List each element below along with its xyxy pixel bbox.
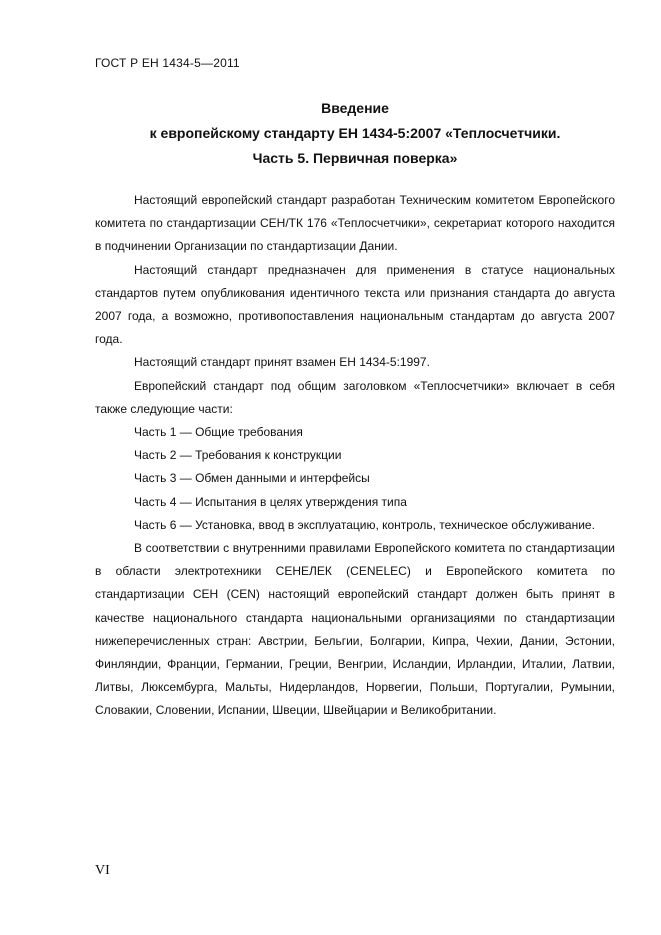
- paragraph-committee: Настоящий европейский стандарт разработан Техническим комитетом Европейского комитета по стандартизации СЕН/ТК 176 «Теплосчетчики», секретариат которого находится в подчинении Организации по стандартизации Дании.: [95, 193, 615, 254]
- paragraph-replaces: Настоящий стандарт принят взамен ЕН 1434-5:1997.: [134, 355, 430, 370]
- paragraph-parts-intro: Европейский стандарт под общим заголовком «Теплосчетчики» включает в себя также следующие части:: [95, 378, 615, 416]
- paragraph-application: Настоящий стандарт предназначен для применения в статусе национальных стандартов путем опубликования идентичного текста или признания стандарта до августа 2007 года, а возможно, противопоставления национальным стандартам до августа 2007 года.: [95, 262, 615, 347]
- title-line-2: к европейскому стандарту ЕН 1434-5:2007 «Теплосчетчики.: [149, 125, 561, 141]
- introduction-title: [95, 96, 615, 171]
- page-number: VI: [95, 863, 110, 878]
- list-item-part-4: Часть 4 — Испытания в целях утверждения типа: [134, 494, 407, 509]
- paragraph-countries: В соответствии с внутренними правилами Европейского комитета по стандартизации в области электротехники СЕНЕЛЕК (CENELEC) и Европейского комитета по стандартизации СЕН (CEN) настоящий европейский стандарт должен быть принят в качестве национального стандарта национальными организациями по стандартизации нижеперечисленных стран: Австрии, Бельгии, Болгарии, Кипра, Чехии, Дании, Эстонии, Финляндии, Франции, Германии, Греции, Венгрии, Исландии, Ирландии, Италии, Латвии, Литвы, Люксембурга, Мальты, Нидерландов, Норвегии, Польши, Португалии, Румынии, Словакии, Словении, Испании, Швеции, Швейцарии и Великобритании.: [95, 541, 615, 718]
- list-item-part-1: Часть 1 — Общие требования: [134, 425, 303, 440]
- list-item-part-6: Часть 6 — Установка, ввод в эксплуатацию, контроль, техническое обслуживание.: [134, 517, 595, 532]
- body-text: [95, 189, 615, 723]
- title-line-1: Введение: [321, 100, 389, 116]
- list-item-part-2: Часть 2 — Требования к конструкции: [134, 448, 342, 463]
- document-code-header: ГОСТ Р ЕН 1434-5—2011: [95, 56, 240, 70]
- title-line-3: Часть 5. Первичная поверка»: [252, 150, 458, 166]
- list-item-part-3: Часть 3 — Обмен данными и интерфейсы: [134, 471, 370, 486]
